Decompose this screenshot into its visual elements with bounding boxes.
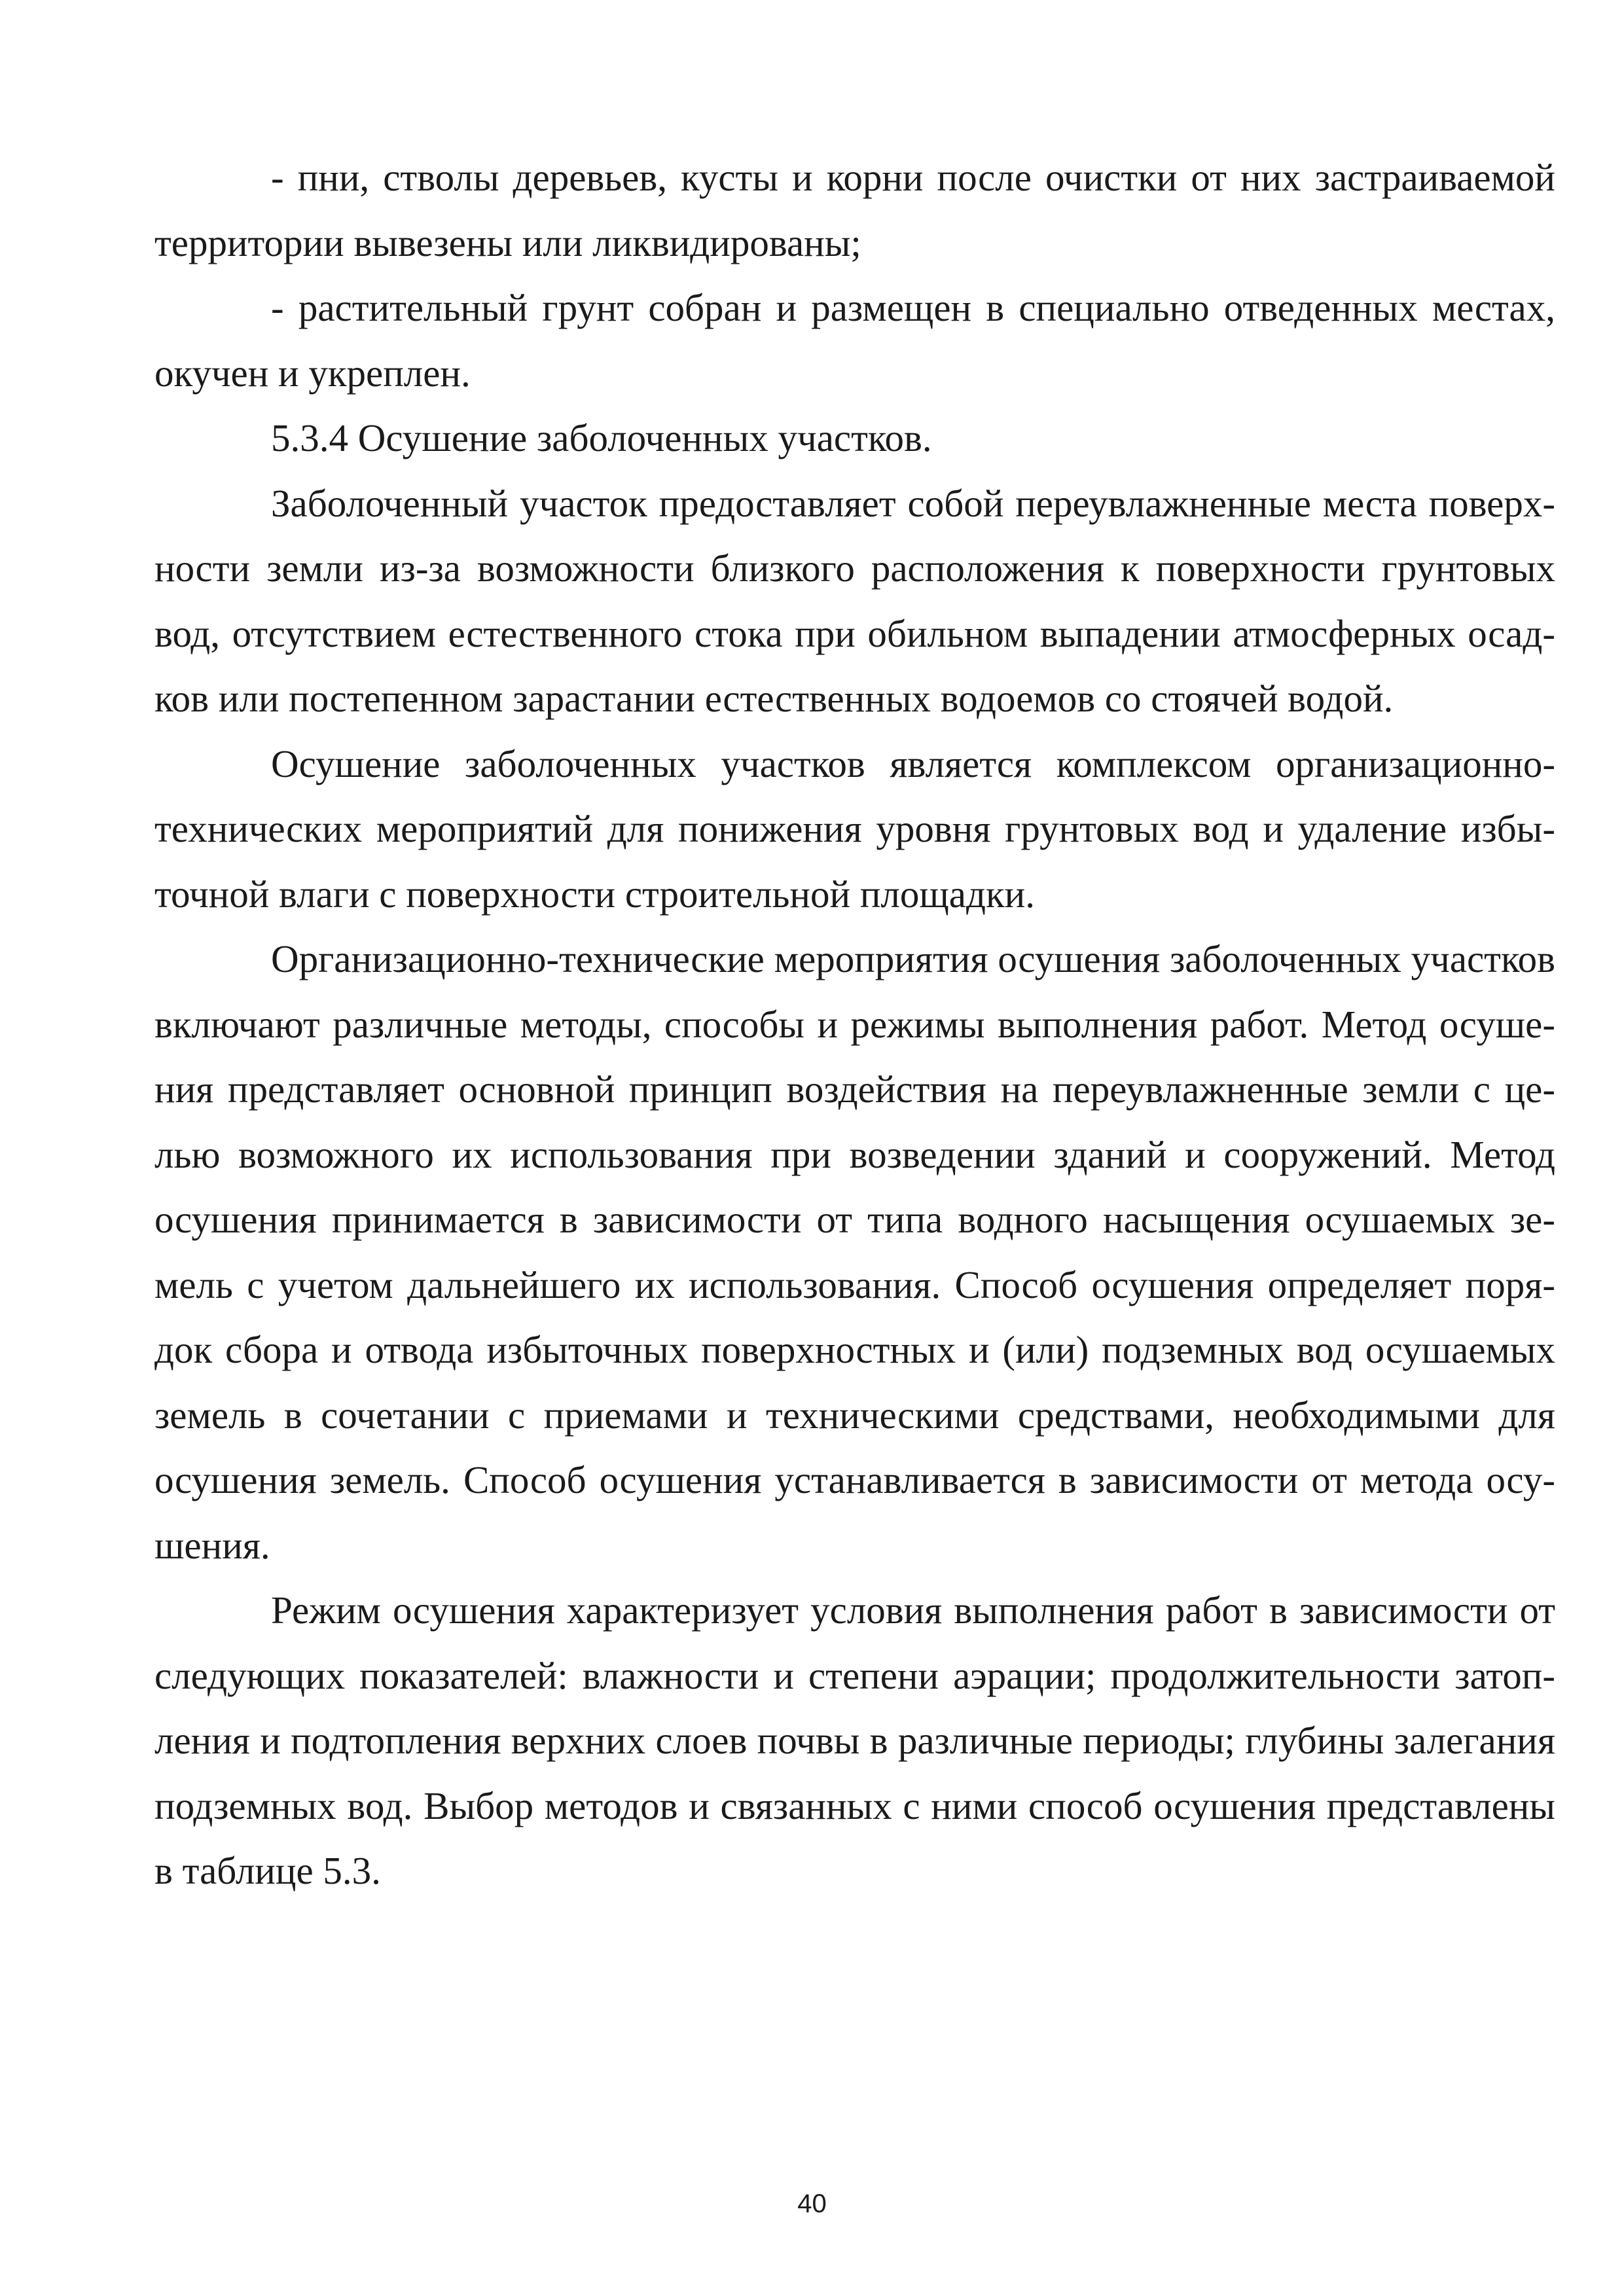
paragraph-drainage-mode: Режим осушения характеризует условия выполнения работ в зависимости от следующих показателей: влажности и степени аэрации; продолжительности затопления и подтопления верхних слоев почвы в различные периоды; глубины залегания подземных вод. Выбор методов и связанных с ними способ осушения представлены в таблице 5.3. <box>154 1588 1555 1892</box>
bullet-stumps: - пни, стволы деревьев, кусты и корни после очистки от них застраиваемой территории вывезены или ликвидированы; <box>154 156 1555 264</box>
document-page <box>154 145 1555 1904</box>
paragraph-drainage-methods: Организационно-технические мероприятия осушения заболоченных участков включают различные методы, способы и режимы выполнения работ. Метод осушения представляет основной принцип воздействия на переувлажненные земли с целью возможного их использования при возведении зданий и сооружений. Метод осушения принимается в зависимости от типа водного насыщения осушаемых земель с учетом дальнейшего их использования. Способ осушения определяет порядок сбора и отвода избыточных поверхностных и (или) подземных вод осушаемых земель в сочетании с приемами и техническими средствами, необходимыми для осушения земель. Способ осушения устанавливается в зависимости от метода осушения. <box>154 937 1555 1567</box>
paragraph-drainage-definition: Осушение заболоченных участков является комплексом организационно-технических мероприятий для понижения уровня грунтовых вод и удаление избыточной влаги с поверхности строительной площадки. <box>154 742 1555 916</box>
paragraph-wetland-definition: Заболоченный участок предоставляет собой переувлажненные места поверхности земли из-за возможности близкого расположения к поверхности грунтовых вод, отсутствием естественного стока при обильном выпадении атмосферных осадков или постепенном зарастании естественных водоемов со стоячей водой. <box>154 481 1555 720</box>
section-heading: 5.3.4 Осушение заболоченных участков. <box>271 416 932 459</box>
page-number: 40 <box>797 2189 827 2218</box>
bullet-topsoil: - растительный грунт собран и размещен в специально отведенных местах, окучен и укреплен. <box>154 286 1555 395</box>
